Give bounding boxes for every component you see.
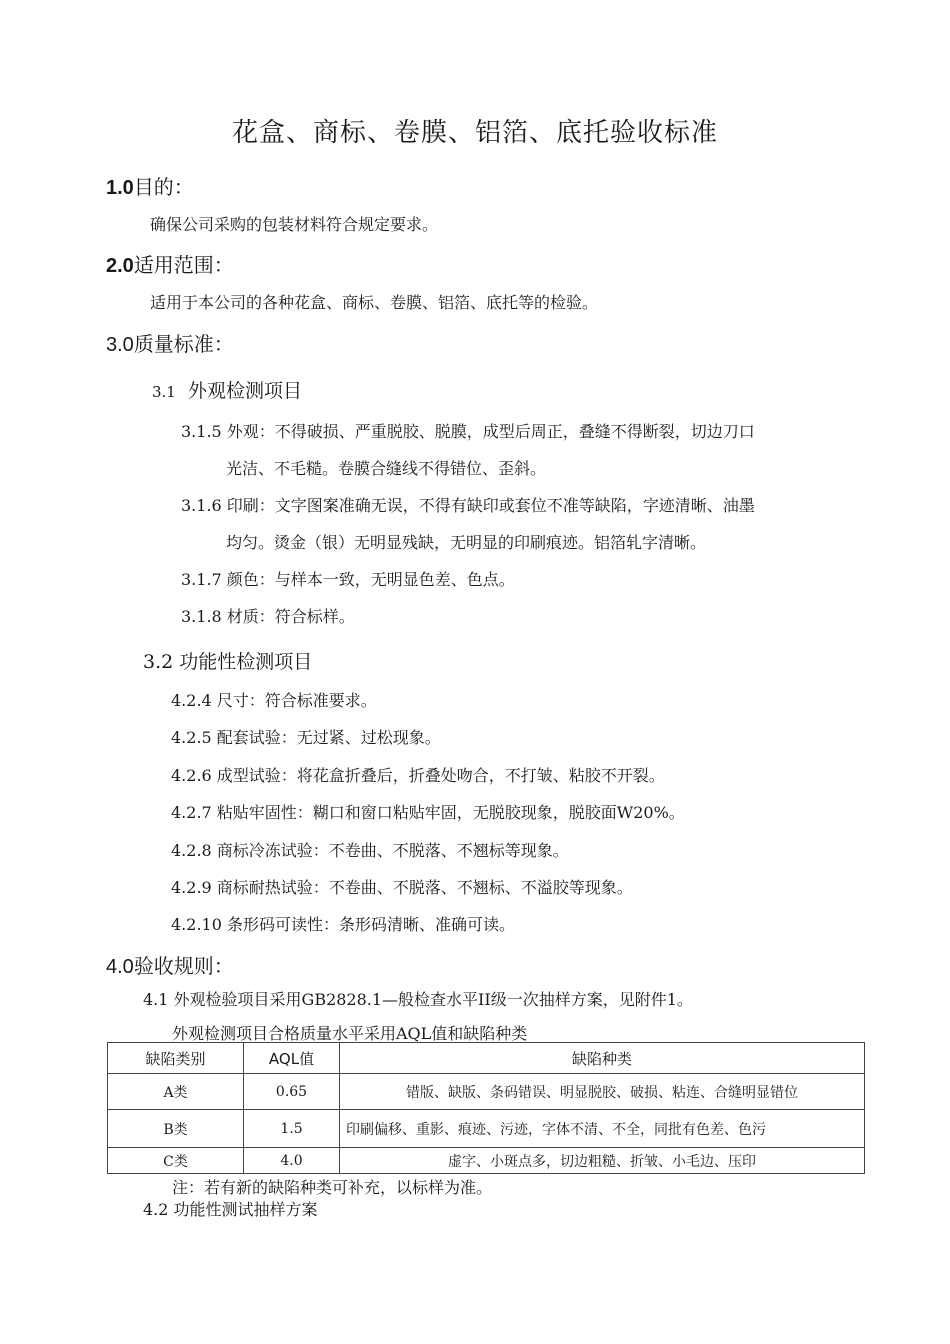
page-title: 花盒、商标、卷膜、铝箔、底托验收标准	[231, 118, 718, 148]
item-3-1-5-line-1: 3.1.5 外观：不得破损、严重脱胶、脱膜，成型后周正，叠缝不得断裂，切边刀口	[181, 422, 755, 441]
item-4-2-6: 4.2.6 成型试验：将花盒折叠后，折叠处吻合，不打皱、粘胶不开裂。	[171, 766, 665, 785]
item-4-2: 4.2 功能性测试抽样方案	[143, 1200, 318, 1219]
table-header: 缺陷种类	[340, 1043, 865, 1074]
item-4-2-4: 4.2.4 尺寸：符合标准要求。	[171, 691, 377, 710]
section-number: 1.0	[106, 177, 134, 199]
table-cell: 虚字、小斑点多，切边粗糙、折皱、小毛边、压印	[340, 1148, 865, 1174]
table-note: 注：若有新的缺陷种类可补充，以标样为准。	[172, 1178, 493, 1197]
section-1-text: 确保公司采购的包装材料符合规定要求。	[150, 215, 439, 234]
item-3-1-6-line-1: 3.1.6 印刷：文字图案准确无误，不得有缺印或套位不准等缺陷，字迹清晰、油墨	[181, 496, 755, 515]
section-1-heading	[106, 171, 194, 200]
item-4-2-10: 4.2.10 条形码可读性：条形码清晰、准确可读。	[171, 915, 515, 934]
section-2-text: 适用于本公司的各种花盒、商标、卷膜、铝箔、底托等的检验。	[150, 293, 599, 312]
section-title: 验收规则：	[133, 954, 234, 978]
aql-table	[107, 1042, 865, 1174]
table-cell: 4.0	[244, 1148, 340, 1174]
item-3-1-5-line-2: 光洁、不毛糙。卷膜合缝线不得错位、歪斜。	[226, 459, 547, 478]
table-cell: 0.65	[244, 1074, 340, 1110]
subsection-3-2-heading: 3.2 功能性检测项目	[143, 651, 313, 673]
subsection-title: 外观检测项目	[187, 380, 302, 402]
table-cell: C类	[108, 1148, 244, 1174]
table-row	[108, 1110, 865, 1148]
table-cell: A类	[108, 1074, 244, 1110]
item-4-2-8: 4.2.8 商标冷冻试验：不卷曲、不脱落、不翘标等现象。	[171, 841, 569, 860]
table-header-row	[108, 1043, 865, 1074]
item-3-1-8: 3.1.8 材质：符合标样。	[181, 607, 355, 626]
section-number: 4.0	[106, 956, 134, 978]
table-caption: 外观检测项目合格质量水平采用AQL值和缺陷种类	[172, 1024, 528, 1043]
table-cell: 错版、缺版、条码错误、明显脱胶、破损、粘连、合缝明显错位	[340, 1074, 865, 1110]
section-2-heading	[106, 249, 234, 278]
subsection-3-1-heading	[152, 376, 302, 403]
section-number: 2.0	[106, 255, 134, 277]
table-row	[108, 1148, 865, 1174]
section-title: 适用范围：	[133, 253, 234, 277]
item-3-1-7: 3.1.7 颜色：与样本一致，无明显色差、色点。	[181, 570, 515, 589]
table-cell: 1.5	[244, 1110, 340, 1148]
table-cell: B类	[108, 1110, 244, 1148]
item-3-1-6-line-2: 均匀。烫金（银）无明显残缺，无明显的印刷痕迹。铝箔轧字清晰。	[226, 533, 707, 552]
table-header: 缺陷类别	[108, 1043, 244, 1074]
section-4-heading	[106, 950, 234, 979]
item-4-1: 4.1 外观检验项目采用GB2828.1—般检查水平II级一次抽样方案，见附件1。	[143, 990, 693, 1009]
table-row	[108, 1074, 865, 1110]
item-4-2-5: 4.2.5 配套试验：无过紧、过松现象。	[171, 728, 441, 747]
table-cell: 印刷偏移、重影、痕迹、污迹，字体不清、不全，同批有色差、色污	[340, 1110, 865, 1148]
table-header: AQL值	[244, 1043, 340, 1074]
item-4-2-9: 4.2.9 商标耐热试验：不卷曲、不脱落、不翘标、不溢胶等现象。	[171, 878, 633, 897]
subsection-number: 3.1	[152, 383, 176, 401]
item-4-2-7: 4.2.7 粘贴牢固性：糊口和窗口粘贴牢固，无脱胶现象，脱胶面W20%。	[171, 803, 685, 822]
section-title: 目的：	[133, 175, 194, 199]
section-3-heading	[106, 328, 234, 357]
section-title: 质量标准：	[133, 332, 234, 356]
section-number: 3.0	[106, 334, 134, 356]
